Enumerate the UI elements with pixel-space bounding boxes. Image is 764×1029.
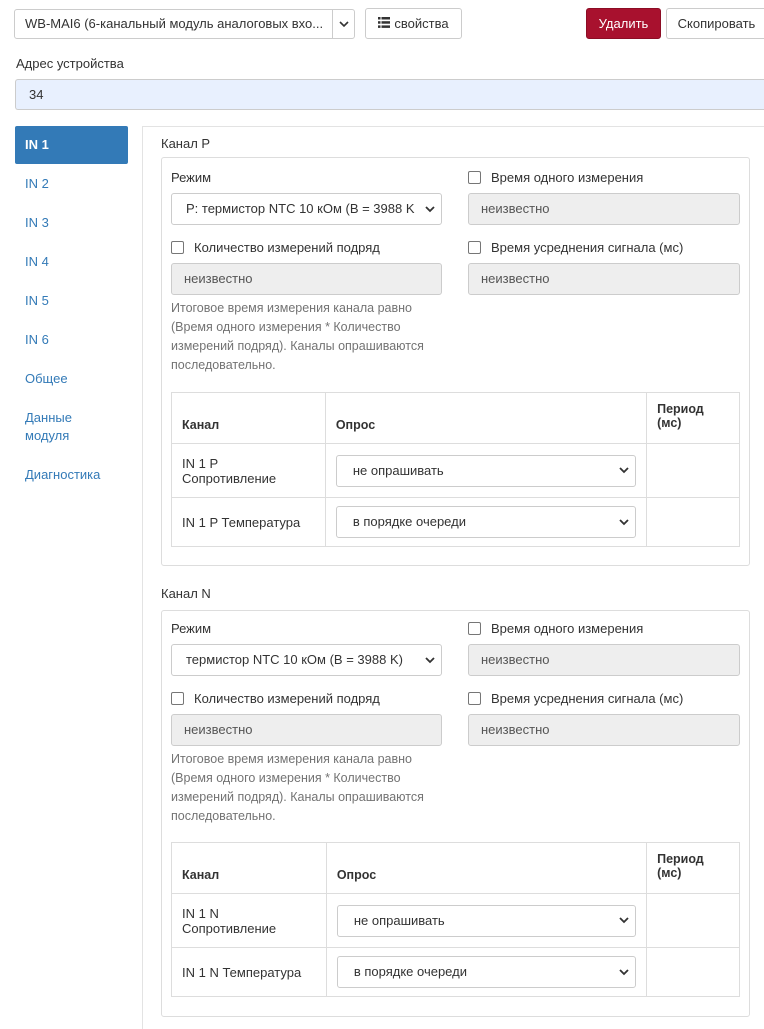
sidebar	[15, 126, 128, 494]
avg-row	[468, 691, 683, 706]
col-header-period: Период (мс)	[647, 843, 740, 894]
copy-button[interactable]: Скопировать	[666, 8, 764, 39]
avg-label: Время усреднения сигнала (мс)	[491, 691, 684, 706]
mode-select[interactable]	[171, 644, 442, 676]
chevron-down-icon	[619, 957, 629, 987]
avg-checkbox[interactable]	[468, 241, 481, 254]
table-row	[172, 444, 740, 498]
single-time-field: неизвестно	[468, 193, 740, 225]
sidebar-item-general[interactable]: Общее	[25, 371, 68, 386]
col-header-channel: Канал	[172, 393, 326, 444]
single-time-row	[468, 621, 643, 636]
avg-field: неизвестно	[468, 263, 740, 295]
col-header-poll: Опрос	[326, 843, 646, 894]
count-field: неизвестно	[171, 263, 442, 295]
poll-select-value: не опрашивать	[353, 912, 445, 928]
row-period[interactable]	[647, 894, 740, 948]
mode-select-value: P: термистор NTC 10 кОм (B = 3988 K	[186, 201, 415, 216]
avg-checkbox[interactable]	[468, 692, 481, 705]
toolbar	[0, 0, 764, 48]
count-checkbox[interactable]	[171, 692, 184, 705]
help-text: Итоговое время измерения канала равно (Время одного измерения * Количество измерений подряд). Каналы опрашиваются последовательно.	[171, 752, 424, 823]
count-row	[171, 240, 380, 255]
col-header-poll: Опрос	[325, 393, 646, 444]
poll-select-value: не опрашивать	[352, 462, 444, 478]
chevron-down-icon	[425, 194, 435, 224]
mode-select[interactable]	[171, 193, 442, 225]
single-time-checkbox[interactable]	[468, 622, 481, 635]
sidebar-item-in3[interactable]: IN 3	[25, 215, 49, 230]
single-time-field: неизвестно	[468, 644, 740, 676]
delete-button[interactable]: Удалить	[586, 8, 661, 39]
row-channel-name: IN 1 P Температура	[172, 498, 326, 547]
chevron-down-icon	[619, 906, 629, 936]
poll-select[interactable]	[336, 455, 636, 487]
row-period[interactable]	[647, 948, 740, 997]
poll-select-value: в порядке очереди	[353, 964, 467, 979]
sidebar-item-module-data[interactable]: Данные модуля	[25, 410, 72, 443]
poll-select[interactable]	[336, 506, 636, 538]
poll-select[interactable]	[337, 956, 636, 988]
channel-table	[171, 842, 740, 997]
mode-label: Режим	[171, 621, 212, 636]
channel-n-title: Канал N	[161, 586, 211, 601]
chevron-down-icon	[619, 507, 629, 537]
table-row	[172, 894, 740, 948]
row-channel-name: IN 1 N Температура	[172, 948, 327, 997]
sidebar-item-in1[interactable]: IN 1	[15, 126, 128, 164]
sidebar-item-in6[interactable]: IN 6	[25, 332, 49, 347]
chevron-down-icon	[619, 456, 629, 486]
single-time-label: Время одного измерения	[491, 621, 644, 636]
properties-label: свойства	[394, 16, 449, 31]
single-time-checkbox[interactable]	[468, 171, 481, 184]
channel-p-title: Канал P	[161, 136, 211, 151]
sidebar-item-in2[interactable]: IN 2	[25, 176, 49, 191]
address-input[interactable]: 34	[15, 79, 764, 110]
channel-table	[171, 392, 740, 547]
poll-select[interactable]	[337, 905, 636, 937]
count-label: Количество измерений подряд	[194, 240, 380, 255]
table-row	[172, 498, 740, 547]
help-text: Итоговое время измерения канала равно (Время одного измерения * Количество измерений подряд). Каналы опрашиваются последовательно.	[171, 301, 424, 372]
row-channel-name: IN 1 N Сопротивление	[172, 894, 327, 948]
sidebar-item-in5[interactable]: IN 5	[25, 293, 49, 308]
col-header-channel: Канал	[172, 843, 327, 894]
table-row	[172, 948, 740, 997]
count-checkbox[interactable]	[171, 241, 184, 254]
device-select-value: WB-MAI6 (6-канальный модуль аналоговых вхо...	[25, 16, 324, 31]
device-select[interactable]	[14, 9, 355, 39]
row-period[interactable]	[647, 498, 740, 547]
list-icon	[378, 16, 390, 31]
avg-label: Время усреднения сигнала (мс)	[491, 240, 684, 255]
row-period[interactable]	[647, 444, 740, 498]
count-row	[171, 691, 380, 706]
count-field: неизвестно	[171, 714, 442, 746]
col-header-period: Период (мс)	[647, 393, 740, 444]
avg-row	[468, 240, 683, 255]
sidebar-item-diagnostics[interactable]: Диагностика	[25, 467, 101, 482]
single-time-row	[468, 170, 643, 185]
single-time-label: Время одного измерения	[491, 170, 644, 185]
address-label: Адрес устройства	[16, 56, 124, 71]
avg-field: неизвестно	[468, 714, 740, 746]
row-channel-name: IN 1 P Сопротивление	[172, 444, 326, 498]
poll-select-value: в порядке очереди	[352, 514, 466, 529]
properties-button[interactable]	[365, 8, 462, 39]
mode-label: Режим	[171, 170, 212, 185]
mode-select-value: термистор NTC 10 кОм (B = 3988 K)	[186, 652, 403, 667]
count-label: Количество измерений подряд	[194, 691, 380, 706]
chevron-down-icon	[425, 645, 435, 675]
sidebar-item-in4[interactable]: IN 4	[25, 254, 49, 269]
chevron-down-icon	[332, 10, 354, 38]
